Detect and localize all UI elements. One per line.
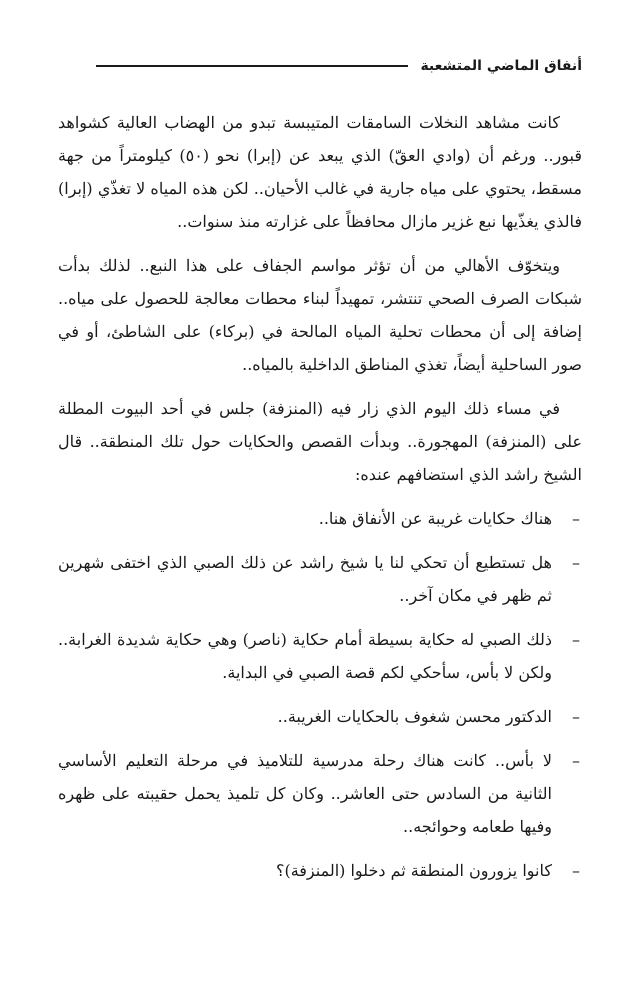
dialogue-dash: – [572,861,580,880]
body-text [58,106,582,898]
dialogue-text: هل تستطيع أن تحكي لنا يا شيخ راشد عن ذلك الصبي الذي اختفى شهرين ثم ظهر في مكان آخر.. [58,553,552,605]
dialogue-dash: – [572,707,580,726]
paragraph: كانت مشاهد النخلات السامقات المتيبسة تبدو من الهضاب العالية كشواهد قبور.. ورغم أن (وادي العقّ) الذي يبعد عن (إبرا) نحو (٥٠) كيلومتراً من جهة مسقط، يحتوي على مياه جارية في غالب الأحيان.. لكن هذه المياه لا تغذّي (إبرا) فالذي يغذّيها نبع غزير مازال محافظاً على غزارته منذ سنوات.. [58,113,582,231]
dialogue-text: الدكتور محسن شغوف بالحكايات الغريبة.. [277,707,552,726]
paragraph: ويتخوّف الأهالي من أن تؤثر مواسم الجفاف على هذا النبع.. لذلك بدأت شبكات الصرف الصحي تنتشر، تمهيداً لبناء محطات معالجة للحصول على مياه.. إضافة إلى أن محطات تحلية المياه المالحة في (بركاء) على الشاطئ، أو في صور الساحلية أيضاً، تغذي المناطق الداخلية بالمياه.. [58,256,582,374]
dialogue-line [58,502,582,535]
running-header-title: أنفاق الماضي المتشعبة [420,58,582,74]
dialogue-line [58,744,582,843]
dialogue-dash: – [572,630,580,649]
dialogue-text: هناك حكايات غريبة عن الأنفاق هنا.. [318,509,552,528]
header-rule [96,65,408,67]
paragraph: في مساء ذلك اليوم الذي زار فيه (المنزفة) جلس في أحد البيوت المطلة على (المنزفة) المهجورة.. وبدأت القصص والحكايات حول تلك المنطقة.. قال الشيخ راشد الذي استضافهم عنده: [58,399,582,484]
dialogue-line [58,623,582,689]
dialogue-line [58,546,582,612]
dialogue-text: ذلك الصبي له حكاية بسيطة أمام حكاية (ناصر) وهي حكاية شديدة الغرابة.. ولكن لا بأس، سأحكي لكم قصة الصبي في البداية. [58,630,552,682]
running-header [96,58,582,74]
dialogue-dash: – [572,509,580,528]
dialogue-text: كانوا يزورون المنطقة ثم دخلوا (المنزفة)؟ [275,861,552,880]
dialogue-list [58,502,582,887]
dialogue-line [58,700,582,733]
dialogue-text: لا بأس.. كانت هناك رحلة مدرسية للتلاميذ في مرحلة التعليم الأساسي الثانية من السادس حتى العاشر.. وكان كل تلميذ يحمل حقيبته على ظهره وفيها طعامه وحوائجه.. [58,751,552,836]
dialogue-dash: – [572,553,580,572]
dialogue-dash: – [572,751,580,770]
dialogue-line [58,854,582,887]
